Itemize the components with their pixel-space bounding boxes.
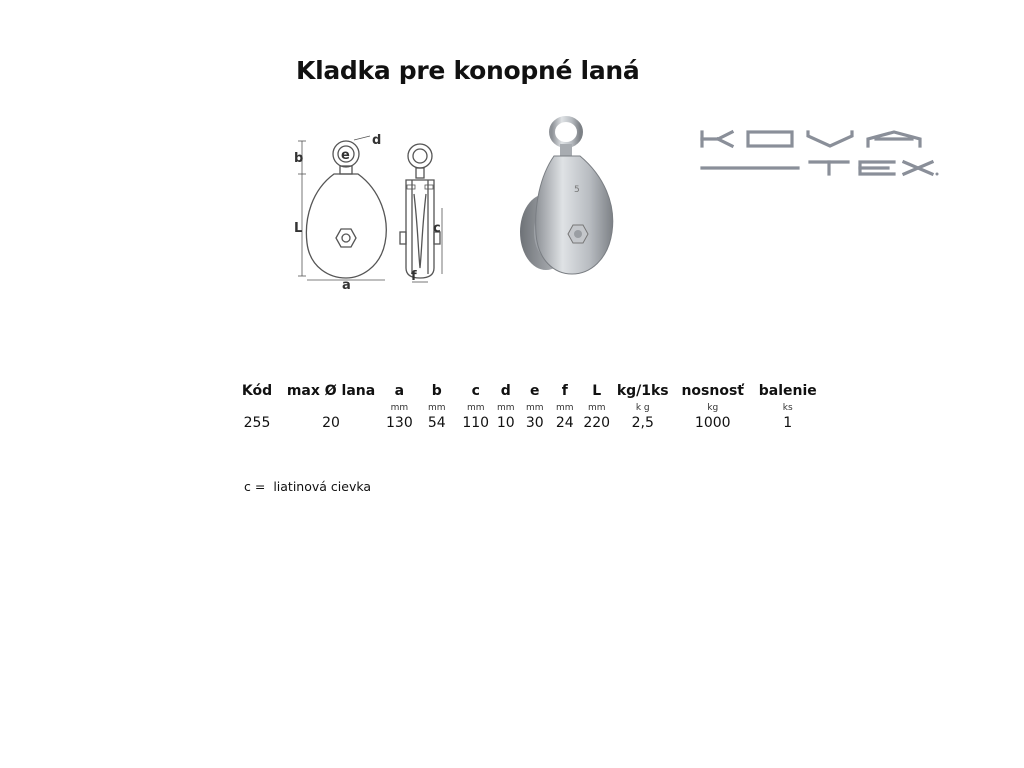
unit-cell: mm — [466, 402, 485, 413]
table-row — [238, 413, 823, 433]
label-f: f — [411, 269, 417, 284]
unit-cell: k g — [635, 402, 650, 413]
unit-cell: kg — [707, 402, 719, 413]
unit-cell: mm — [427, 402, 446, 413]
kovatex-logo — [698, 126, 942, 180]
page-title: Kladka pre konopné laná — [296, 56, 640, 85]
unit-cell — [238, 402, 276, 413]
value-cell: 10 — [496, 415, 515, 431]
header-cell: b — [431, 383, 442, 399]
header-cell: f — [561, 383, 568, 399]
header-cell: max Ø lana — [286, 383, 376, 399]
header-cell: balenie — [758, 383, 817, 399]
unit-cell — [276, 402, 386, 413]
label-b: b — [294, 151, 304, 166]
unit-cell: mm — [525, 402, 544, 413]
header-cell: d — [500, 383, 511, 399]
unit-cell: mm — [496, 402, 515, 413]
label-d: d — [372, 133, 382, 148]
header-cell: Kód — [241, 383, 273, 399]
technical-drawing — [290, 128, 450, 290]
label-e: e — [341, 148, 350, 163]
header-cell: c — [471, 383, 480, 399]
value-cell: 255 — [243, 415, 271, 431]
units-row — [238, 402, 823, 413]
header-cell: L — [592, 383, 602, 399]
header-cell: a — [394, 383, 405, 399]
value-cell: 20 — [322, 415, 340, 431]
value-cell: 130 — [386, 415, 413, 431]
footnote-text: liatinová cievka — [273, 479, 372, 494]
header-cell: nosnosť — [681, 383, 744, 399]
header-cell: e — [529, 383, 540, 399]
header-cell: kg/1ks — [616, 383, 669, 399]
unit-cell: mm — [390, 402, 409, 413]
spec-table — [238, 380, 823, 433]
footnote-key: c = — [244, 479, 266, 494]
label-L: L — [294, 221, 303, 236]
value-cell: 110 — [462, 415, 490, 431]
value-cell: 220 — [583, 415, 611, 431]
pulley-photo — [508, 114, 628, 289]
value-cell: 30 — [525, 415, 544, 431]
unit-cell: mm — [587, 402, 606, 413]
footnote — [244, 479, 371, 494]
value-cell: 1000 — [694, 415, 731, 431]
value-cell: 24 — [555, 415, 574, 431]
value-cell: 54 — [427, 415, 446, 431]
unit-cell: ks — [782, 402, 793, 413]
label-a: a — [342, 278, 351, 290]
unit-cell: mm — [555, 402, 574, 413]
label-c: c — [433, 221, 441, 236]
header-row — [238, 380, 823, 402]
value-cell: 2,5 — [631, 415, 654, 431]
value-cell: 1 — [783, 415, 793, 431]
svg-text:5: 5 — [574, 185, 580, 195]
